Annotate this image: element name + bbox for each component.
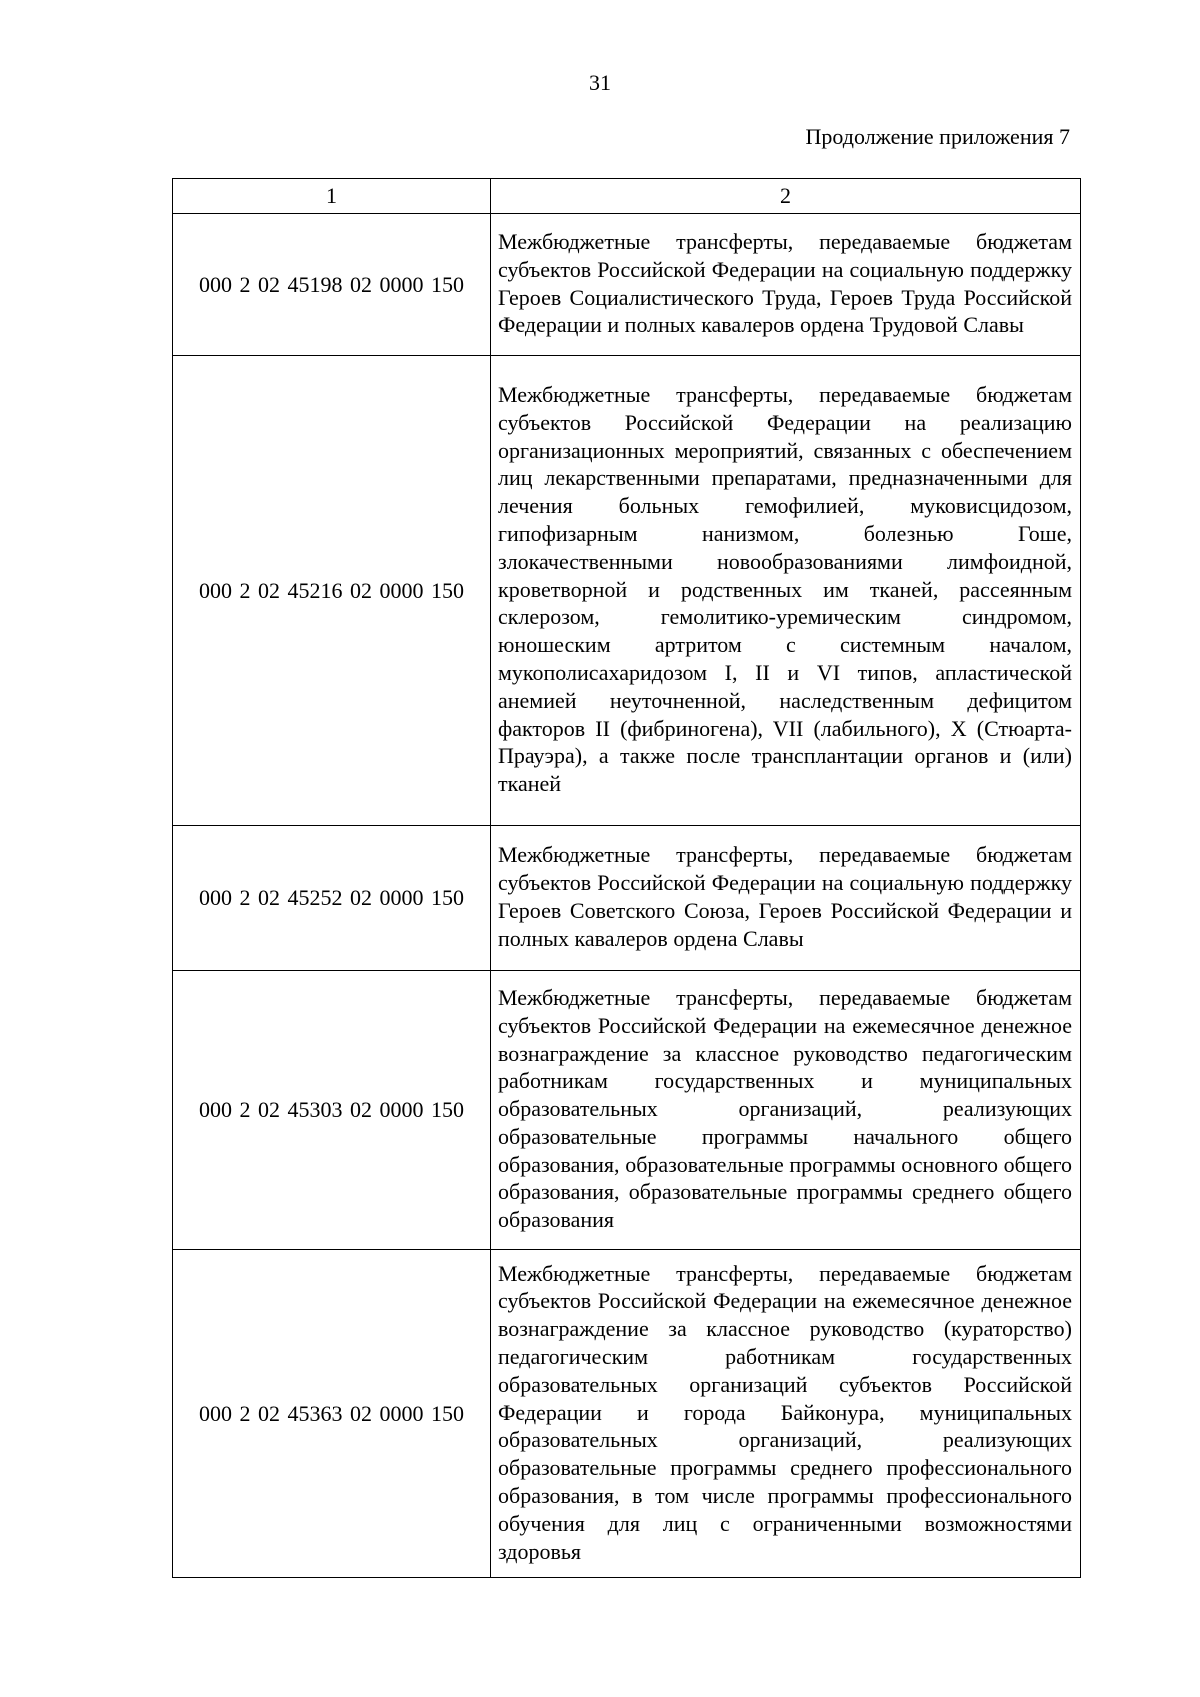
page-number: 31 <box>589 70 611 95</box>
classification-code: 000 2 02 45363 02 0000 150 <box>173 1250 491 1578</box>
transfer-description: Межбюджетные трансферты, передаваемые бюджетам субъектов Российской Федерации на ежемесячное денежное вознаграждение за классное руководство педагогическим работникам государственных и муниципальных образовательных организаций, реализующих образовательные программы начального общего образования, образовательные программы основного общего образования, образовательные программы среднего общего образования <box>491 971 1081 1250</box>
table-row <box>173 1250 1081 1578</box>
column-header-1: 1 <box>173 179 491 214</box>
transfer-description: Межбюджетные трансферты, передаваемые бюджетам субъектов Российской Федерации на реализацию организационных мероприятий, связанных с обеспечением лиц лекарственными препаратами, предназначенными для лечения больных гемофилией, муковисцидозом, гипофизарным нанизмом, болезнью Гоше, злокачественными новообразованиями лимфоидной, кроветворной и родственных им тканей, рассеянным склерозом, гемолитико-уремическим синдромом, юношеским артритом с системным началом, мукополисахаридозом I, II и VI типов, апластической анемией неуточненной, наследственным дефицитом факторов II (фибриногена), VII (лабильного), X (Стюарта-Прауэра), а также после трансплантации органов и (или) тканей <box>491 356 1081 826</box>
transfer-description: Межбюджетные трансферты, передаваемые бюджетам субъектов Российской Федерации на социальную поддержку Героев Советского Союза, Героев Российской Федерации и полных кавалеров ордена Славы <box>491 826 1081 971</box>
transfer-description: Межбюджетные трансферты, передаваемые бюджетам субъектов Российской Федерации на ежемесячное денежное вознаграждение за классное руководство (кураторство) педагогическим работникам государственных образовательных организаций субъектов Российской Федерации и города Байконура, муниципальных образовательных организаций, реализующих образовательные программы среднего профессионального образования, в том числе программы профессионального обучения для лиц с ограниченными возможностями здоровья <box>491 1250 1081 1578</box>
classification-code: 000 2 02 45216 02 0000 150 <box>173 356 491 826</box>
table-row <box>173 971 1081 1250</box>
classification-code: 000 2 02 45303 02 0000 150 <box>173 971 491 1250</box>
table-row <box>173 356 1081 826</box>
transfer-description: Межбюджетные трансферты, передаваемые бюджетам субъектов Российской Федерации на социальную поддержку Героев Социалистического Труда, Героев Труда Российской Федерации и полных кавалеров ордена Трудовой Славы <box>491 214 1081 356</box>
appendix-caption: Продолжение приложения 7 <box>805 124 1070 149</box>
table-row <box>173 214 1081 356</box>
table-row <box>173 826 1081 971</box>
budget-classification-table <box>172 178 1081 1578</box>
column-header-2: 2 <box>491 179 1081 214</box>
classification-code: 000 2 02 45198 02 0000 150 <box>173 214 491 356</box>
table-header-row <box>173 179 1081 214</box>
classification-code: 000 2 02 45252 02 0000 150 <box>173 826 491 971</box>
